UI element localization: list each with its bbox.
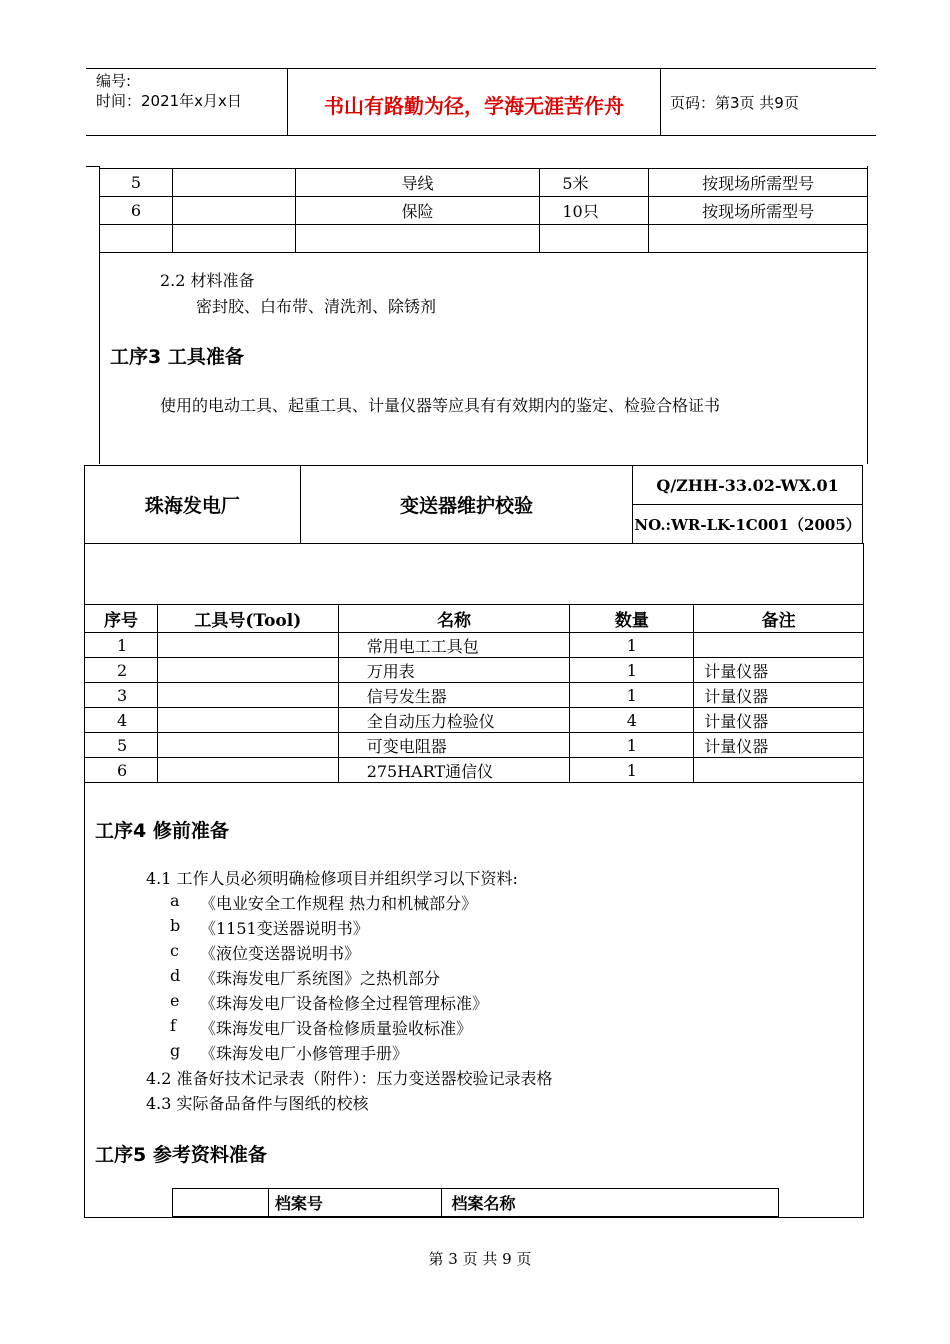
reference-letter: c: [170, 941, 179, 960]
reference-letter: f: [170, 1016, 176, 1035]
archive-header-no: 档案号: [268, 1189, 441, 1217]
lower-frame-bottom: [84, 1217, 864, 1218]
tool-id: [157, 633, 338, 658]
step4-title: 工序4 修前准备: [95, 820, 229, 842]
doc-no: NO.:WR-LK-1C001（2005）: [633, 505, 863, 544]
tool-note: [694, 633, 864, 658]
tool-table-header: [85, 605, 864, 633]
table-row: [85, 733, 864, 758]
tool-header-tool: 工具号(Tool): [157, 605, 338, 633]
tool-note: 计量仪器: [694, 708, 864, 733]
tool-qty: 1: [570, 733, 694, 758]
tool-table: [84, 604, 864, 783]
tool-note: 计量仪器: [694, 658, 864, 683]
table-row: [85, 683, 864, 708]
table-row: [100, 225, 868, 253]
tool-id: [157, 683, 338, 708]
material-col2: [172, 169, 295, 197]
header-number-label: 编号:: [96, 72, 132, 90]
tool-qty: 1: [570, 758, 694, 783]
archive-table-header: [173, 1189, 779, 1217]
step3-title: 工序3 工具准备: [110, 346, 244, 368]
footer-page: 第 3 页 共 9 页: [428, 1250, 532, 1268]
reference-letter: g: [170, 1041, 181, 1060]
tool-id: [157, 658, 338, 683]
material-qty: [540, 225, 649, 253]
tool-note: 计量仪器: [694, 733, 864, 758]
material-table-tail: [99, 168, 868, 253]
tool-header-name: 名称: [338, 605, 570, 633]
header-bottom-rule: [86, 135, 876, 136]
material-qty: 10只: [540, 197, 649, 225]
doc-header: [84, 465, 863, 544]
archive-header-blank: [173, 1189, 269, 1217]
tool-no: 4: [85, 708, 158, 733]
material-no: 6: [100, 197, 173, 225]
doc-code: Q/ZHH-33.02-WX.01: [633, 466, 863, 505]
reference-item: 《电业安全工作规程 热力和机械部分》: [200, 894, 478, 913]
section-2-2-content: 密封胶、白布带、清洗剂、除锈剂: [196, 297, 437, 316]
material-no: 5: [100, 169, 173, 197]
tool-no: 5: [85, 733, 158, 758]
material-col2: [172, 197, 295, 225]
reference-item: 《珠海发电厂小修管理手册》: [200, 1044, 409, 1063]
reference-letter: a: [170, 891, 180, 910]
reference-item: 《珠海发电厂设备检修全过程管理标准》: [200, 994, 489, 1013]
upper-frame-tick: [86, 166, 100, 167]
material-note: 按现场所需型号: [649, 169, 868, 197]
tool-no: 3: [85, 683, 158, 708]
material-qty: 5米: [540, 169, 649, 197]
reference-item: 《1151变送器说明书》: [200, 919, 369, 938]
tool-qty: 1: [570, 633, 694, 658]
header-top-rule: [86, 68, 876, 69]
material-no: [100, 225, 173, 253]
tool-note: [694, 758, 864, 783]
section-2-2-title: 2.2 材料准备: [160, 271, 255, 290]
reference-item: 《液位变送器说明书》: [200, 944, 361, 963]
table-row: [85, 708, 864, 733]
archive-header-name: 档案名称: [441, 1189, 778, 1217]
material-note: 按现场所需型号: [649, 197, 868, 225]
tool-qty: 1: [570, 658, 694, 683]
material-name: [295, 225, 540, 253]
tool-no: 6: [85, 758, 158, 783]
tool-qty: 4: [570, 708, 694, 733]
doc-title: 变送器维护校验: [300, 466, 633, 544]
step4-item-4-1: 4.1 工作人员必须明确检修项目并组织学习以下资料:: [146, 869, 518, 888]
step3-content: 使用的电动工具、起重工具、计量仪器等应具有有效期内的鉴定、检验合格证书: [160, 396, 721, 415]
tool-name: 可变电阻器: [338, 733, 570, 758]
tool-name: 全自动压力检验仪: [338, 708, 570, 733]
reference-item: 《珠海发电厂设备检修质量验收标准》: [200, 1019, 473, 1038]
step4-item-4-2: 4.2 准备好技术记录表（附件）：压力变送器校验记录表格: [146, 1069, 553, 1088]
tool-id: [157, 758, 338, 783]
archive-table: [172, 1188, 779, 1217]
tool-header-qty: 数量: [570, 605, 694, 633]
tool-no: 2: [85, 658, 158, 683]
tool-header-note: 备注: [694, 605, 864, 633]
tool-name: 常用电工工具包: [338, 633, 570, 658]
table-row: [85, 633, 864, 658]
header-page-label: 页码：第3页 共9页: [670, 94, 799, 112]
tool-name: 信号发生器: [338, 683, 570, 708]
tool-qty: 1: [570, 683, 694, 708]
material-note: [649, 225, 868, 253]
reference-letter: d: [170, 966, 181, 985]
reference-letter: b: [170, 916, 181, 935]
doc-company: 珠海发电厂: [85, 466, 301, 544]
header-divider-right: [660, 68, 661, 136]
header-time-label: 时间：2021年x月x日: [96, 92, 242, 110]
material-name: 保险: [295, 197, 540, 225]
tool-header-no: 序号: [85, 605, 158, 633]
tool-no: 1: [85, 633, 158, 658]
table-row: [100, 169, 868, 197]
tool-id: [157, 733, 338, 758]
table-row: [85, 758, 864, 783]
tool-id: [157, 708, 338, 733]
material-col2: [172, 225, 295, 253]
tool-name: 275HART通信仪: [338, 758, 570, 783]
tool-name: 万用表: [338, 658, 570, 683]
material-name: 导线: [295, 169, 540, 197]
step4-item-4-3: 4.3 实际备品备件与图纸的校核: [146, 1094, 369, 1113]
header-motto: 书山有路勤为径，学海无涯苦作舟: [324, 94, 624, 118]
reference-letter: e: [170, 991, 180, 1010]
reference-item: 《珠海发电厂系统图》之热机部分: [200, 969, 441, 988]
table-row: [85, 658, 864, 683]
step5-title: 工序5 参考资料准备: [95, 1144, 267, 1166]
tool-note: 计量仪器: [694, 683, 864, 708]
table-row: [100, 197, 868, 225]
